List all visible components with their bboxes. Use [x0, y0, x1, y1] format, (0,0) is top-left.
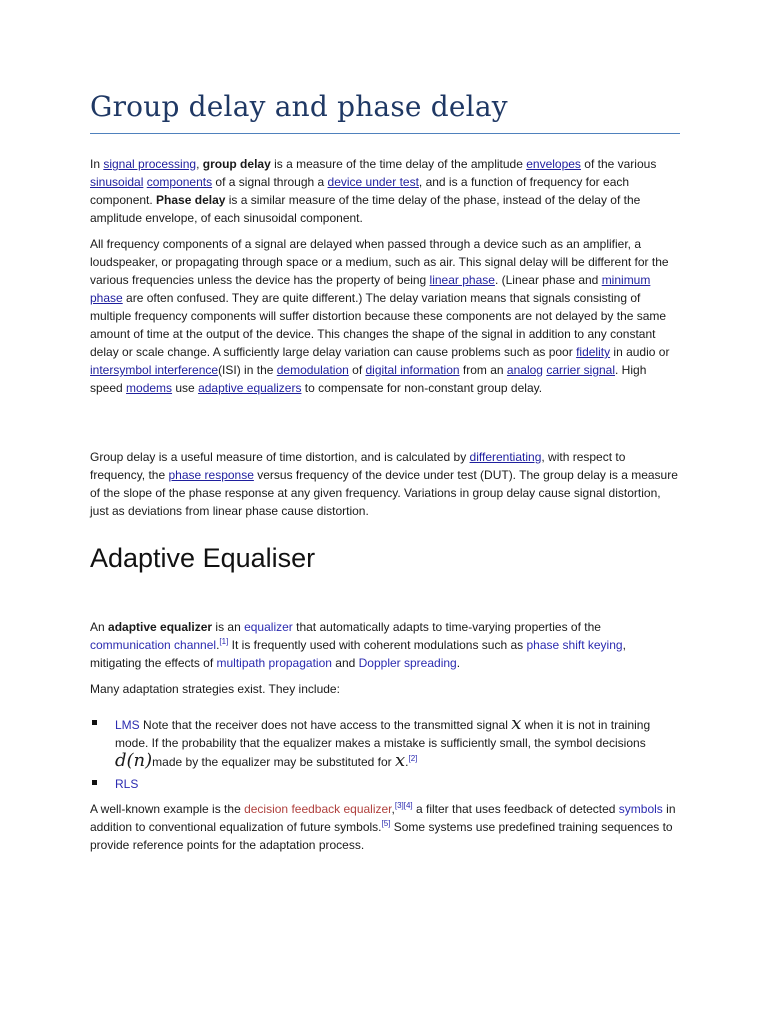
link-sinusoidal[interactable]: sinusoidal [90, 175, 144, 189]
paragraph-group-delay-intro: In signal processing, group delay is a measure of the time delay of the amplitude envelopes of the various sinusoidal components of a signal through a device under test, and is a function of frequency for each component. Phase delay is a similar measure of the time delay of the phase, instead of the delay of the amplitude envelope, of each sinusoidal component. [90, 157, 657, 225]
bullet-marker [92, 720, 97, 725]
citation-3-4[interactable]: [3][4] [394, 801, 413, 810]
link-envelopes[interactable]: envelopes [526, 157, 581, 171]
link-phase-shift-keying[interactable]: phase shift keying [526, 638, 623, 652]
link-demodulation[interactable]: demodulation [276, 363, 349, 377]
link-device-under-test[interactable]: device under test [327, 175, 419, 189]
link-lms[interactable]: LMS [115, 718, 140, 732]
link-differentiating[interactable]: differentiating [469, 450, 542, 464]
paragraph-decision-feedback: A well-known example is the decision feedback equalizer,[3][4] a filter that uses feedback of detected symbols in addition to conventional equalization of future symbols.[5] Some systems use predefined training sequences to provide reference points for the adaptation process. [90, 801, 676, 852]
term-phase-delay: Phase delay [156, 193, 226, 207]
link-digital-information[interactable]: digital information [365, 363, 460, 377]
link-minimum-phase[interactable]: minimum phase [90, 273, 651, 305]
citation-1[interactable]: [1] [219, 637, 229, 646]
link-equalizer[interactable]: equalizer [244, 620, 293, 634]
math-x: x [511, 713, 522, 734]
page-title: Group delay and phase delay [90, 90, 508, 123]
link-signal-processing[interactable]: signal processing [103, 157, 197, 171]
link-modems[interactable]: modems [126, 381, 173, 395]
link-rls[interactable]: RLS [115, 777, 139, 791]
link-analog[interactable]: analog [506, 363, 543, 377]
paragraph-adaptive-equalizer: An adaptive equalizer is an equalizer that automatically adapts to time-varying properties of the communication channel.[1] It is frequently used with coherent modulations such as phase shift keying, mitigating the effects of multipath propagation and Doppler spreading. [90, 620, 626, 670]
link-symbols[interactable]: symbols [618, 802, 663, 816]
link-multipath-propagation[interactable]: multipath propagation [216, 656, 332, 670]
list-item-rls [115, 775, 680, 793]
math-d-n: d(n) [115, 750, 153, 771]
link-fidelity[interactable]: fidelity [576, 345, 611, 359]
section-heading-adaptive-equaliser: Adaptive Equaliser [90, 543, 316, 573]
title-divider [90, 133, 680, 134]
link-carrier-signal[interactable]: carrier signal [546, 363, 616, 377]
term-adaptive-equalizer: adaptive equalizer [108, 620, 213, 634]
link-components[interactable]: components [146, 175, 213, 189]
term-group-delay: group delay [202, 157, 271, 171]
link-linear-phase[interactable]: linear phase [429, 273, 495, 287]
list-item-lms: LMS Note that the receiver does not have access to the transmitted signal x when it is not in training mode. If the probability that the equalizer makes a mistake is sufficiently small, the symbol decisions d(n)made by the equalizer may be substituted for x.[2] [115, 713, 651, 771]
bullet-marker [92, 780, 97, 785]
link-decision-feedback-equalizer[interactable]: decision feedback equalizer [244, 802, 392, 816]
citation-5[interactable]: [5] [381, 819, 391, 828]
citation-2[interactable]: [2] [408, 754, 418, 763]
paragraph-group-delay-measure: Group delay is a useful measure of time distortion, and is calculated by differentiating, with respect to frequency, the phase response versus frequency of the device under test (DUT). The group delay is a measure of the slope of the phase response at any given frequency. Variations in group delay cause signal distortion, just as deviations from linear phase cause distortion. [90, 450, 678, 518]
link-intersymbol-interference[interactable]: intersymbol interference [90, 363, 219, 377]
math-x: x [394, 750, 406, 771]
link-phase-response[interactable]: phase response [168, 468, 254, 482]
link-communication-channel[interactable]: communication channel [90, 638, 217, 652]
link-doppler-spreading[interactable]: Doppler spreading [358, 656, 457, 670]
paragraph-frequency-components: All frequency components of a signal are delayed when passed through a device such as an amplifier, a loudspeaker, or propagating through space or a medium, such as air. This signal delay will be different for the various frequencies unless the device has the property of being linear phase. (Linear phase and minimum phase are often confused. They are quite different.) The delay variation means that signals consisting of multiple frequency components will suffer distortion because these components are not delayed by the same amount of time at the output of the device. This changes the shape of the signal in addition to any constant delay or scale change. A sufficiently large delay variation can cause problems such as poor fidelity in audio or intersymbol interference(ISI) in the demodulation of digital information from an analog carrier signal. High speed modems use adaptive equalizers to compensate for non-constant group delay. [90, 237, 670, 395]
link-adaptive-equalizers[interactable]: adaptive equalizers [198, 381, 302, 395]
paragraph-strategies-intro: Many adaptation strategies exist. They include: [90, 682, 340, 696]
